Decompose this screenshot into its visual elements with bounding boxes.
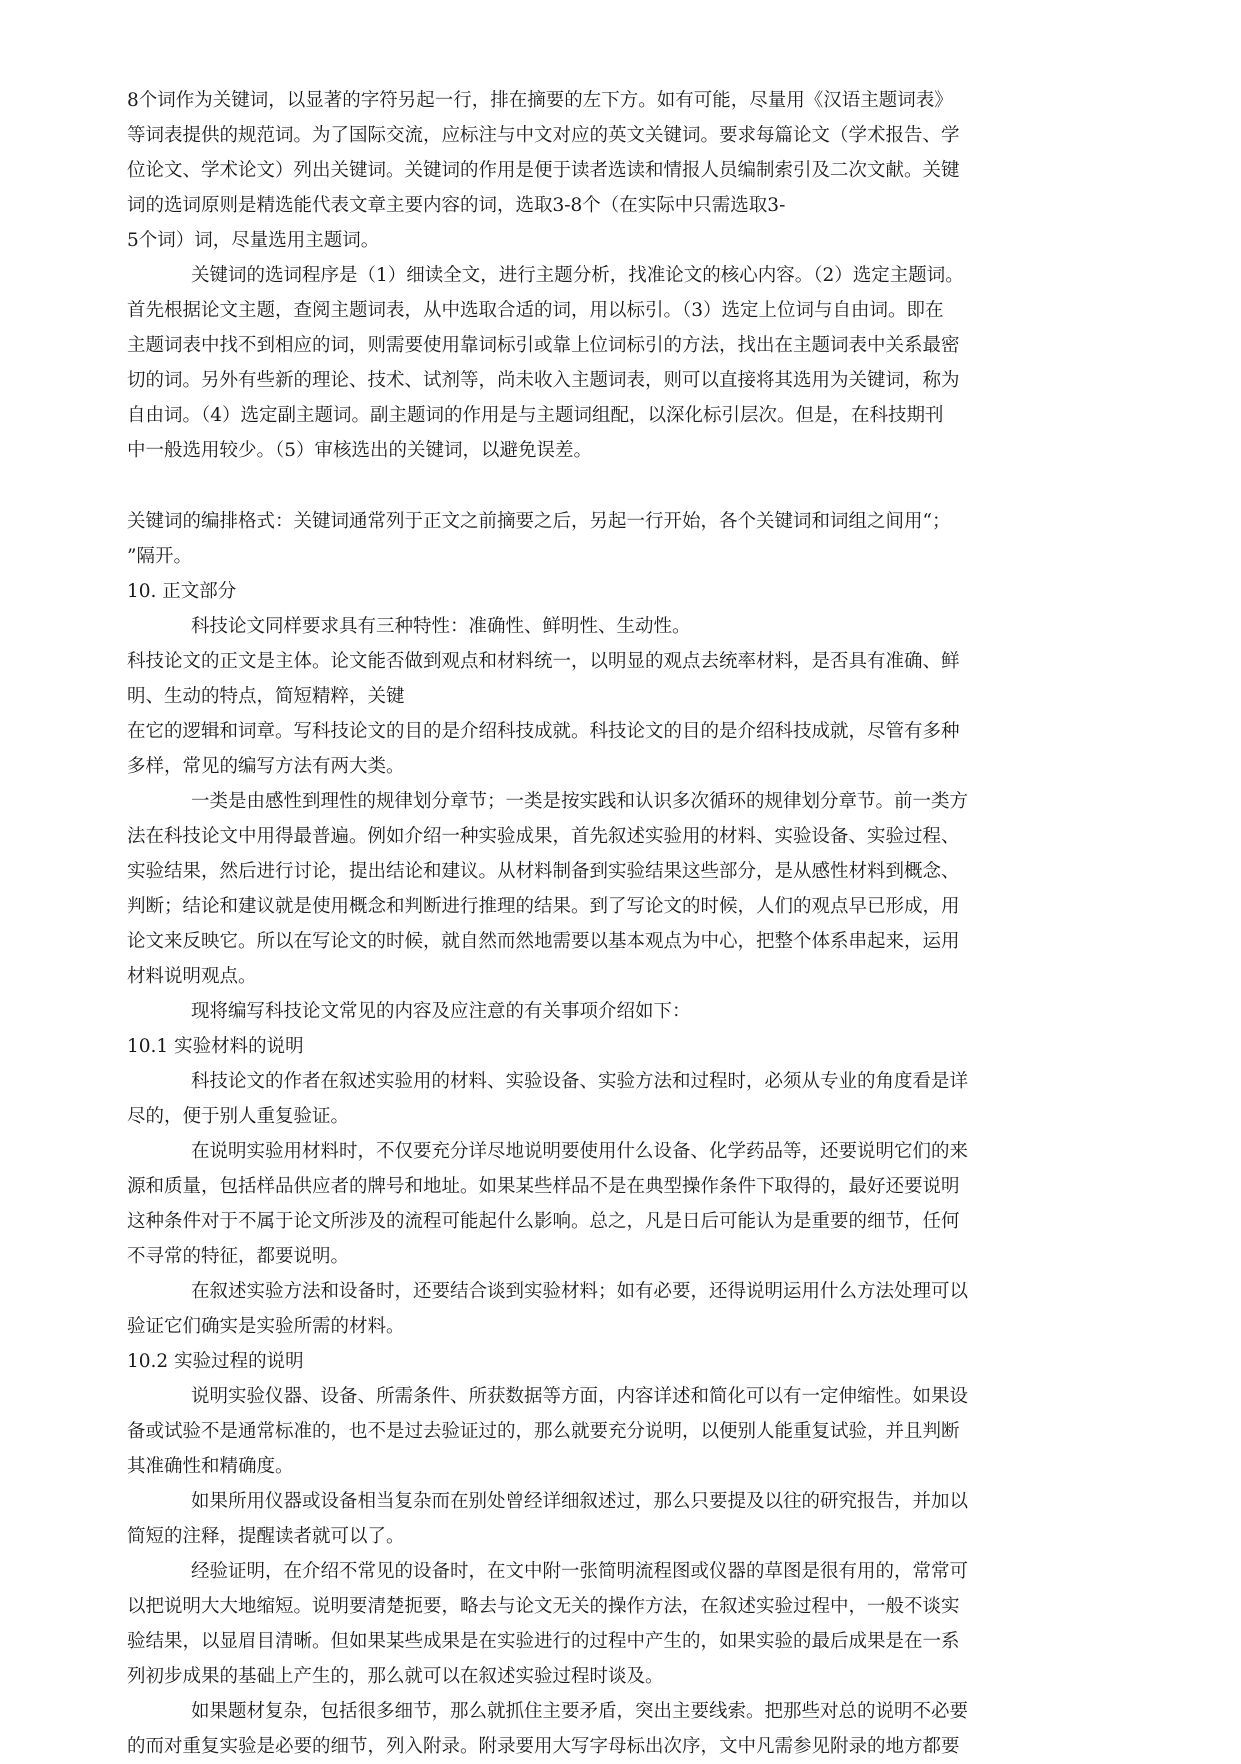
text-line: 切的词。另外有些新的理论、技术、试剂等，尚未收入主题词表，则可以直接将其选用为关键词，称为 [127, 370, 960, 391]
text-line: 一类是由感性到理性的规律划分章节；一类是按实践和认识多次循环的规律划分章节。前一类方 [191, 791, 969, 812]
text-line: 实验结果，然后进行讨论，提出结论和建议。从材料制备到实验结果这些部分，是从感性材料到概念、 [127, 861, 960, 882]
text-line: 验结果，以显眉目清晰。但如果某些成果是在实验进行的过程中产生的，如果实验的最后成果是在一系 [127, 1631, 960, 1652]
text-line: 自由词。（4）选定副主题词。副主题词的作用是与主题词组配，以深化标引层次。但是，在科技期刊 [127, 405, 944, 426]
text-line: 10. 正文部分 [127, 581, 237, 602]
text-line: 尽的，便于别人重复验证。 [127, 1106, 350, 1127]
text-line: 关键词的选词程序是（1）细读全文，进行主题分析，找准论文的核心内容。（2）选定主题词。 [191, 265, 964, 286]
document-page [127, 83, 1127, 1764]
text-line: ”隔开。 [127, 546, 192, 567]
text-line: 等词表提供的规范词。为了国际交流，应标注与中文对应的英文关键词。要求每篇论文（学术报告、学 [127, 125, 960, 146]
text-line: 其准确性和精确度。 [127, 1456, 294, 1477]
text-line: 中一般选用较少。（5）审核选出的关键词，以避免误差。 [127, 440, 593, 461]
text-line: 科技论文同样要求具有三种特性：准确性、鲜明性、生动性。 [191, 616, 691, 637]
text-line: 材料说明观点。 [127, 966, 257, 987]
text-line: 判断；结论和建议就是使用概念和判断进行推理的结果。到了写论文的时候，人们的观点早已形成，用 [127, 896, 960, 917]
text-line: 在说明实验用材料时，不仅要充分详尽地说明要使用什么设备、化学药品等，还要说明它们的来 [191, 1141, 969, 1162]
text-line: 经验证明，在介绍不常见的设备时，在文中附一张简明流程图或仪器的草图是很有用的，常常可 [191, 1561, 969, 1582]
text-line: 说明实验仪器、设备、所需条件、所获数据等方面，内容详述和简化可以有一定伸缩性。如果设 [191, 1386, 969, 1407]
text-line: 法在科技论文中用得最普遍。例如介绍一种实验成果，首先叙述实验用的材料、实验设备、实验过程、 [127, 826, 960, 847]
text-line: 词的选词原则是精选能代表文章主要内容的词，选取3-8个（在实际中只需选取3- [127, 195, 786, 216]
text-line: 10.2 实验过程的说明 [127, 1351, 304, 1372]
text-line: 关键词的编排格式：关键词通常列于正文之前摘要之后，另起一行开始，各个关键词和词组之间用“； [127, 511, 951, 532]
text-line: 备或试验不是通常标准的，也不是过去验证过的，那么就要充分说明，以便别人能重复试验，并且判断 [127, 1421, 960, 1442]
text-line: 5个词）词，尽量选用主题词。 [127, 230, 380, 251]
text-line: 主题词表中找不到相应的词，则需要使用靠词标引或靠上位词标引的方法，找出在主题词表中关系最密 [127, 335, 960, 356]
text-line: 在叙述实验方法和设备时，还要结合谈到实验材料；如有必要，还得说明运用什么方法处理可以 [191, 1281, 969, 1302]
text-line: 多样，常见的编写方法有两大类。 [127, 756, 405, 777]
text-line: 简短的注释，提醒读者就可以了。 [127, 1526, 405, 1547]
text-line: 以把说明大大地缩短。说明要清楚扼要，略去与论文无关的操作方法，在叙述实验过程中，一般不谈实 [127, 1596, 960, 1617]
text-line: 科技论文的作者在叙述实验用的材料、实验设备、实验方法和过程时，必须从专业的角度看是详 [191, 1071, 969, 1092]
text-line: 在它的逻辑和词章。写科技论文的目的是介绍科技成就。科技论文的目的是介绍科技成就，尽管有多种 [127, 721, 960, 742]
text-line: 明、生动的特点，简短精粹，关键 [127, 686, 405, 707]
text-line: 8个词作为关键词，以显著的字符另起一行，排在摘要的左下方。如有可能，尽量用《汉语主题词表》 [127, 90, 953, 111]
text-line: 位论文、学术论文）列出关键词。关键词的作用是便于读者选读和情报人员编制索引及二次文献。关键 [127, 160, 960, 181]
text-line: 不寻常的特征，都要说明。 [127, 1246, 350, 1267]
text-line: 首先根据论文主题，查阅主题词表，从中选取合适的词，用以标引。（3）选定上位词与自由词。即在 [127, 300, 944, 321]
text-line: 现将编写科技论文常见的内容及应注意的有关事项介绍如下： [191, 1001, 691, 1022]
text-line: 这种条件对于不属于论文所涉及的流程可能起什么影响。总之，凡是日后可能认为是重要的细节，任何 [127, 1211, 960, 1232]
text-line: 10.1 实验材料的说明 [127, 1036, 304, 1057]
text-line: 科技论文的正文是主体。论文能否做到观点和材料统一，以明显的观点去统率材料，是否具有准确、鲜 [127, 651, 960, 672]
text-line: 列初步成果的基础上产生的，那么就可以在叙述实验过程时谈及。 [127, 1666, 664, 1687]
text-line: 的而对重复实验是必要的细节，列入附录。附录要用大写字母标出次序，文中凡需参见附录的地方都要 [127, 1736, 960, 1757]
text-line: 验证它们确实是实验所需的材料。 [127, 1316, 405, 1337]
text-line: 如果所用仪器或设备相当复杂而在别处曾经详细叙述过，那么只要提及以往的研究报告，并加以 [191, 1491, 969, 1512]
text-line: 源和质量，包括样品供应者的牌号和地址。如果某些样品不是在典型操作条件下取得的，最好还要说明 [127, 1176, 960, 1197]
paragraph-gap [127, 468, 1127, 504]
text-line: 论文来反映它。所以在写论文的时候，就自然而然地需要以基本观点为中心，把整个体系串起来，运用 [127, 931, 960, 952]
text-line: 如果题材复杂，包括很多细节，那么就抓住主要矛盾，突出主要线索。把那些对总的说明不必要 [191, 1701, 969, 1722]
